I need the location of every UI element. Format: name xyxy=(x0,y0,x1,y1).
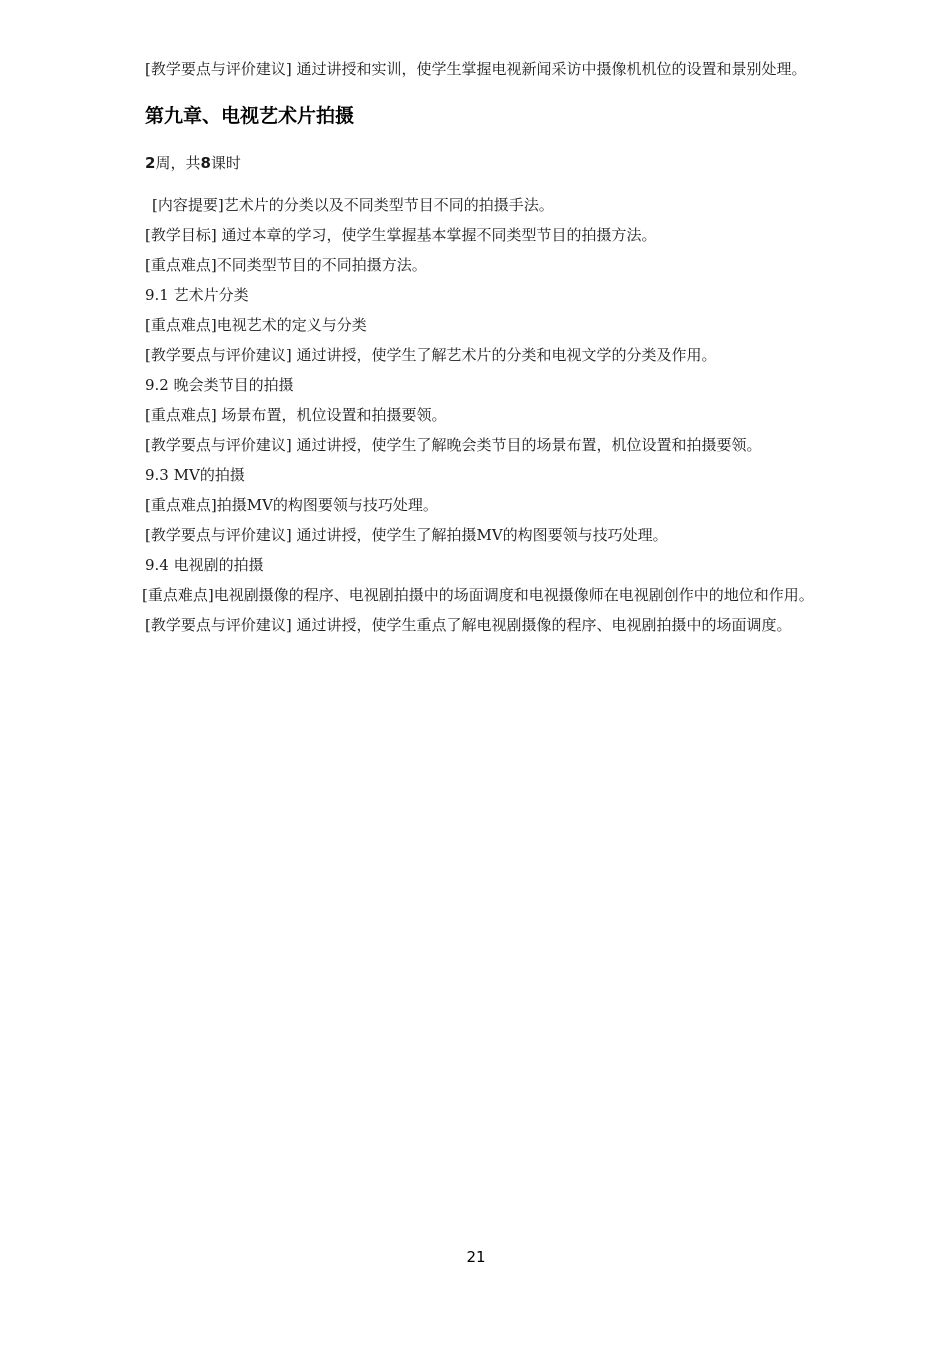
teaching-goal: [教学目标] 通过本章的学习，使学生掌握基本掌握不同类型节目的拍摄方法。 xyxy=(145,226,657,244)
weeks-count: 2 xyxy=(145,154,156,172)
page-number: 21 xyxy=(466,1248,486,1266)
teaching-suggestion-9-1: [教学要点与评价建议] 通过讲授，使学生了解艺术片的分类和电视文学的分类及作用。 xyxy=(145,346,717,364)
chapter-title: 第九章、电视艺术片拍摄 xyxy=(145,105,355,127)
key-difficulty-9-2: [重点难点] 场景布置，机位设置和拍摄要领。 xyxy=(145,406,447,424)
section-heading-9-4: 9.4 电视剧的拍摄 xyxy=(145,556,264,574)
page-content xyxy=(142,54,815,640)
hours-count: 8 xyxy=(200,154,211,172)
key-difficulty-9-3: [重点难点]拍摄MV的构图要领与技巧处理。 xyxy=(145,496,438,514)
key-difficulty: [重点难点]不同类型节目的不同拍摄方法。 xyxy=(145,256,427,274)
content-summary: [内容提要]艺术片的分类以及不同类型节目不同的拍摄手法。 xyxy=(152,196,554,214)
section-heading-9-3: 9.3 MV的拍摄 xyxy=(145,466,245,484)
teaching-suggestion-9-4: [教学要点与评价建议] 通过讲授，使学生重点了解电视剧摄像的程序、电视剧拍摄中的场面调度。 xyxy=(145,616,792,634)
key-difficulty-9-1: [重点难点]电视艺术的定义与分类 xyxy=(145,316,367,334)
section-heading-9-2: 9.2 晚会类节目的拍摄 xyxy=(145,376,294,394)
section-heading-9-1: 9.1 艺术片分类 xyxy=(145,286,249,304)
weeks-suffix: 周，共 xyxy=(155,154,201,172)
teaching-suggestion-9-2: [教学要点与评价建议] 通过讲授，使学生了解晚会类节目的场景布置，机位设置和拍摄要领。 xyxy=(145,436,762,454)
teaching-suggestion-paragraph: [教学要点与评价建议] 通过讲授和实训，使学生掌握电视新闻采访中摄像机机位的设置和景别处理。 xyxy=(145,60,807,78)
key-difficulty-9-4: [重点难点]电视剧摄像的程序、电视剧拍摄中的场面调度和电视摄像师在电视剧创作中的地位和作用。 xyxy=(142,586,814,604)
chapter-hours xyxy=(145,150,815,176)
teaching-suggestion-9-3: [教学要点与评价建议] 通过讲授，使学生了解拍摄MV的构图要领与技巧处理。 xyxy=(145,526,668,544)
hours-suffix: 课时 xyxy=(210,154,241,172)
